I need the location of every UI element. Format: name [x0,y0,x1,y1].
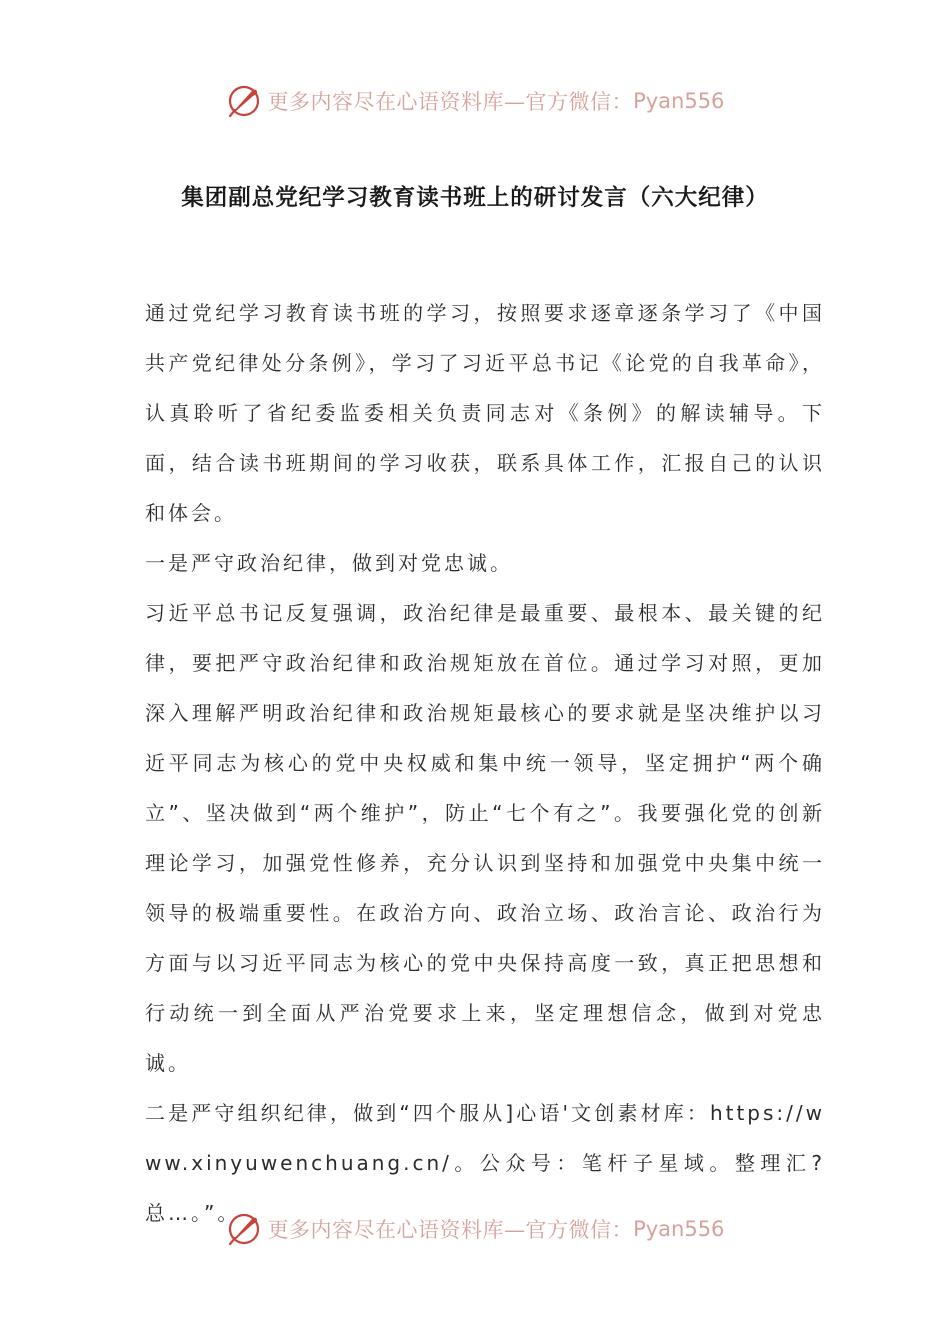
paragraph-political-discipline: 习近平总书记反复强调，政治纪律是最重要、最根本、最关键的纪律，要把严守政治纪律和政治规矩放在首位。通过学习对照，更加深入理解严明政治纪律和政治规矩最核心的要求就是坚决维护以习近平同志为核心的党中央权威和集中统一领导，坚定拥护“两个确立”、坚决做到“两个维护”，防止“七个有之”。我要强化党的创新理论学习，加强党性修养，充分认识到坚持和加强党中央集中统一领导的极端重要性。在政治方向、政治立场、政治言论、政治行为方面与以习近平同志为核心的党中央保持高度一致，真正把思想和行动统一到全面从严治党要求上来，坚定理想信念，做到对党忠诚。 [145,601,825,1075]
footer-banner [0,1204,950,1254]
quill-logo-icon [226,1211,262,1247]
paragraph-intro: 通过党纪学习教育读书班的学习，按照要求逐章逐条学习了《中国共产党纪律处分条例》，学习了习近平总书记《论党的自我革命》，认真聆听了省纪委监委相关负责同志对《条例》的解读辅导。下面，结合读书班期间的学习收获，联系具体工作，汇报自己的认识和体会。 [145,301,825,525]
quill-logo-icon [226,83,262,119]
document-body [145,288,825,1238]
document-title: 集团副总党纪学习教育读书班上的研讨发言（六大纪律） [181,185,769,211]
paragraph-heading-1: 一是严守政治纪律，做到对党忠诚。 [145,551,513,575]
banner-wechat-id: Pyan556 [633,1217,725,1241]
paragraph-heading-2: 二是严守组织纪律，做到“四个服从]心语'文创素材库：https://www.xinyuwenchuang.cn/。公众号：笔杆子星域。整理汇?总…。”。 [145,1101,825,1225]
banner-text: 更多内容尽在心语资料库—官方微信： [267,90,634,114]
banner-text: 更多内容尽在心语资料库—官方微信： [267,1218,634,1242]
banner-wechat-id: Pyan556 [633,89,725,113]
header-banner [0,76,950,126]
